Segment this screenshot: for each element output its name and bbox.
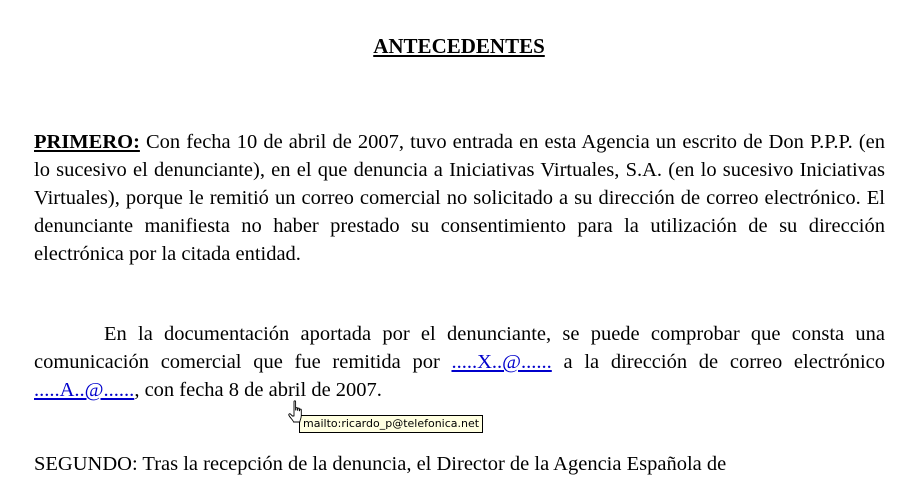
sender-email-link[interactable]: .....X..@...... (451, 351, 552, 373)
paragraph-lead-primero: PRIMERO: (34, 131, 140, 153)
paragraph-documentacion (34, 320, 885, 404)
section-title: ANTECEDENTES (373, 34, 545, 58)
hand-pointer-cursor-icon (287, 400, 307, 424)
paragraph-text-after: , con fecha 8 de abril de 2007. (134, 379, 382, 401)
paragraph-primero (34, 128, 885, 268)
paragraph-segundo-partial: SEGUNDO: Tras la recepción de la denuncia, el Director de la Agencia Española de (34, 453, 727, 475)
link-tooltip: mailto:ricardo_p@telefonica.net (299, 415, 483, 433)
recipient-email-link[interactable]: .....A..@...... (34, 379, 135, 401)
paragraph-text-middle: a la dirección de correo electrónico (551, 351, 885, 373)
paragraph-text-before: En la documentación aportada por el denunciante, se puede comprobar que consta una comunicación comercial que fue remitida por (34, 323, 885, 373)
paragraph-text-primero: Con fecha 10 de abril de 2007, tuvo entrada en esta Agencia un escrito de Don P.P.P. (en lo sucesivo el denunciante), en el que denuncia a Iniciativas Virtuales, S.A. (en lo sucesivo Iniciativas Virtuales), porque le remitió un correo comercial no solicitado a su dirección de correo electrónico. El denunciante manifiesta no haber prestado su consentimiento para la utilización de su dirección electrónica por la citada entidad. (34, 131, 885, 265)
